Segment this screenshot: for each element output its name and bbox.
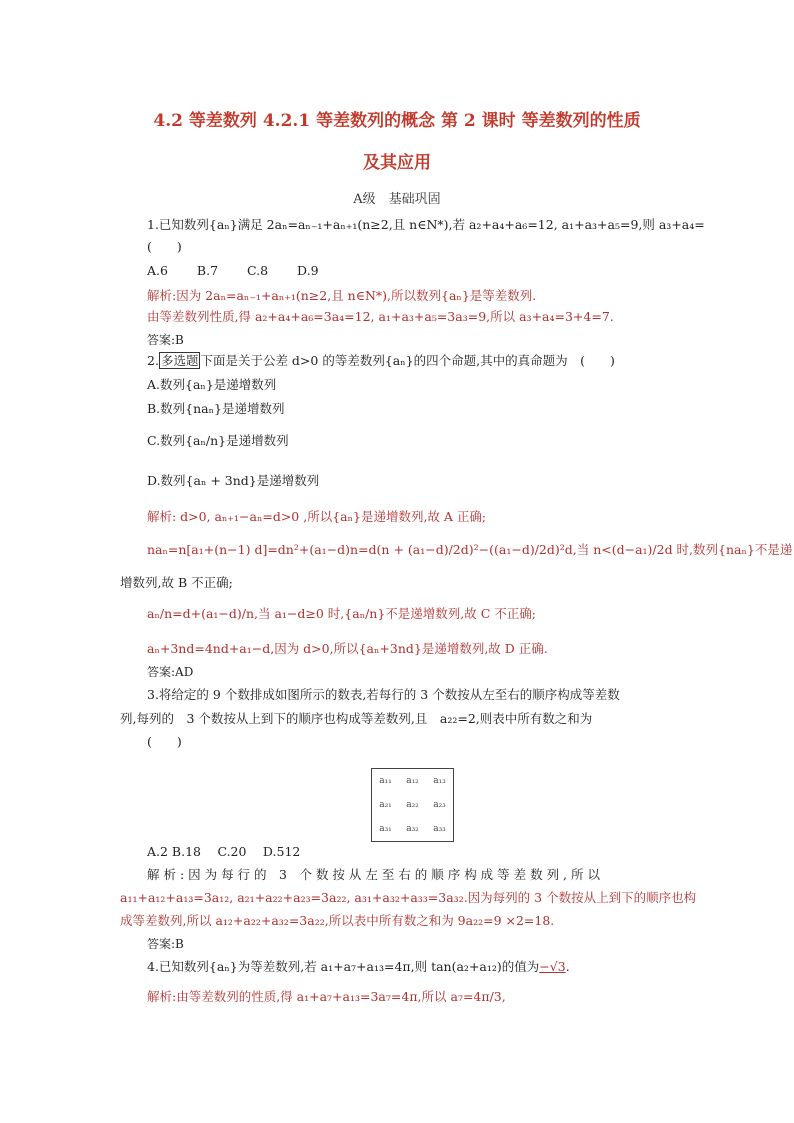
q1-solution-2: 由等差数列性质,得 a₂+a₄+a₆=3a₄=12, a₁+a₃+a₅=3a₃=9,所以 a₃+a₄=3+4=7. (147, 309, 614, 324)
q1-answer: 答案:B (147, 333, 184, 347)
cell-a33: a₃₃ (433, 824, 446, 834)
q2-tag: 多选题 (160, 353, 199, 368)
q3-solution-2: a₁₁+a₁₂+a₁₃=3a₁₂, a₂₁+a₂₂+a₂₃=3a₂₂, a₃₁+a₃₂+a₃₃=3a₃₂.因为每列的 3 个数按从上到下的顺序也构 (120, 890, 697, 905)
title-line-1: 4.2 等差数列 4.2.1 等差数列的概念 第 2 课时 等差数列的性质 (153, 111, 641, 131)
q4-stem-line: 4.已知数列{aₙ}为等差数列,若 a₁+a₇+a₁₃=4π,则 tan(a₂+a₁₂)的值为−√3. (147, 959, 570, 974)
cell-a21: a₂₁ (379, 800, 392, 810)
q1-paren: ( ) (147, 239, 182, 254)
cell-a32: a₃₂ (406, 824, 419, 834)
cell-a11: a₁₁ (379, 776, 392, 786)
q3-paren: ( ) (147, 734, 182, 749)
q4-stem: 4.已知数列{aₙ}为等差数列,若 a₁+a₇+a₁₃=4π,则 tan(a₂+a₁₂)的值为 (147, 959, 540, 974)
q4-solution-1: 解析:由等差数列的性质,得 a₁+a₇+a₁₃=3a₇=4π,所以 a₇=4π/3, (147, 989, 506, 1004)
q1-options: A.6 B.7 C.8 D.9 (147, 263, 319, 278)
q3-answer: 答案:B (147, 937, 184, 951)
q3-options: A.2 B.18 C.20 D.512 (147, 844, 301, 859)
q3-solution-3: 成等差数列,所以 a₁₂+a₂₂+a₃₂=3a₂₂,所以表中所有数之和为 9a₂₂=9 ×2=18. (120, 913, 555, 928)
q2-solution-2: naₙ=n[a₁+(n−1) d]=dn²+(a₁−d)n=d(n + (a₁−d)/2d)²−((a₁−d)/2d)²d,当 n<(d−a₁)/2d 时,数列{naₙ}不是递 (147, 542, 793, 557)
number-table (371, 768, 454, 842)
q3-stem-1: 3.将给定的 9 个数排成如图所示的数表,若每行的 3 个数按从左至右的顺序构成等差数 (147, 687, 620, 702)
q4-answer-blank: −√3 (539, 959, 566, 974)
q2-stem-line: 2. 多选题 下面是关于公差 d>0 的等差数列{aₙ}的四个命题,其中的真命题为 ( ) (147, 353, 615, 368)
q2-stem: 下面是关于公差 d>0 的等差数列{aₙ}的四个命题,其中的真命题为 ( ) (200, 353, 615, 368)
q3-solution-1: 解 析 : 因 为 每 行 的 3 个 数 按 从 左 至 右 的 顺 序 构 成 等 差 数 列 , 所 以 (147, 867, 600, 882)
q2-solution-4: aₙ/n=d+(a₁−d)/n,当 a₁−d≥0 时,{aₙ/n}不是递增数列,故 C 不正确; (147, 606, 537, 621)
q2-option-c: C.数列{aₙ/n}是递增数列 (147, 433, 289, 448)
cell-a12: a₁₂ (406, 776, 419, 786)
q2-answer: 答案:AD (147, 665, 194, 679)
q2-solution-5: aₙ+3nd=4nd+a₁−d,因为 d>0,所以{aₙ+3nd}是递增数列,故 D 正确. (147, 641, 548, 656)
cell-a13: a₁₃ (433, 776, 446, 786)
q2-option-b: B.数列{naₙ}是递增数列 (147, 401, 285, 416)
cell-a23: a₂₃ (433, 800, 446, 810)
q2-option-a: A.数列{aₙ}是递增数列 (147, 377, 277, 392)
q2-solution-1: 解析: d>0, aₙ₊₁−aₙ=d>0 ,所以{aₙ}是递增数列,故 A 正确; (147, 509, 487, 524)
q2-option-d: D.数列{aₙ + 3nd}是递增数列 (147, 473, 320, 488)
q2-solution-3: 增数列,故 B 不正确; (120, 575, 233, 590)
level-heading: A级 基础巩固 (353, 192, 441, 207)
q3-stem-2: 列,每列的 3 个数按从上到下的顺序也构成等差数列,且 a₂₂=2,则表中所有数之和为 (120, 711, 593, 726)
q1-solution-1: 解析:因为 2aₙ=aₙ₋₁+aₙ₊₁(n≥2,且 n∈N*),所以数列{aₙ}是等差数列. (147, 288, 537, 303)
cell-a31: a₃₁ (379, 824, 392, 834)
q1-stem: 1.已知数列{aₙ}满足 2aₙ=aₙ₋₁+aₙ₊₁(n≥2,且 n∈N*),若 a₂+a₄+a₆=12, a₁+a₃+a₅=9,则 a₃+a₄= (147, 217, 705, 232)
cell-a22: a₂₂ (406, 800, 419, 810)
title-line-2: 及其应用 (363, 153, 431, 173)
